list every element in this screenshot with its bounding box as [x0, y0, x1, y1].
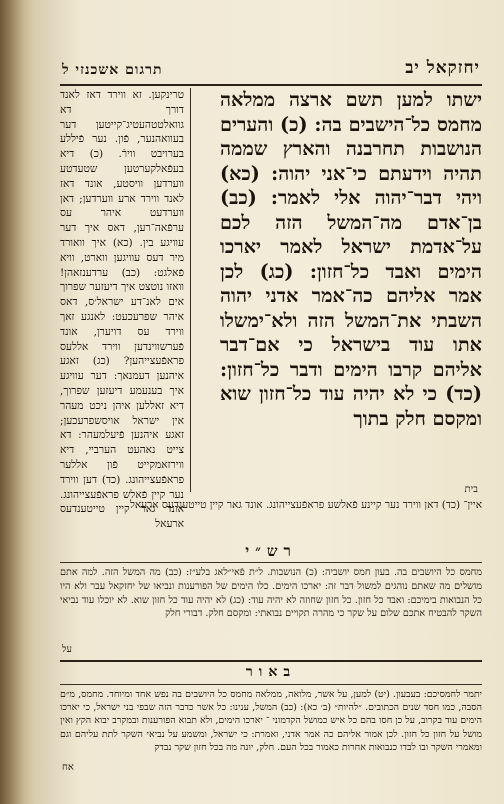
main-catchword: בית [464, 484, 478, 495]
biur-commentary: יתמר לחמסיכם: בעבעון. (יט) למען, על אשר, מלואה, ממלאה מחמס כל היושבים בה נפש אחד ומיוחד. מחמס, מ״ם הסבה, כמו חסד שנים הכתובים. ״להיות״ (ב׳ כא): (כב) המשל, ענינו: כל אשר כדבר הזה שבפי בני ישראל, כי יארכו הימים עוד בקרוב, על כן חסו בהם כל איש כמושל הקדמוני ־ יארכו הימים, ולא תבוא הפורענות ובמקרב יבוא הקץ ואין מושל על חזון כל חזון. לכן אמור אליהם כה אמר אדני, ואמרת: כי ישראל, ומשמע על נביאי השקר לתת עליהם וגם ומאמרי השקר ובו לבדו כנבואות אחרות כאמור בכל העם. חלק, יונה מה בכל חזון שקר נבדק [60, 689, 482, 753]
book-spine [0, 0, 34, 804]
rashi-catchword: על [62, 644, 72, 655]
rashi-rule [60, 562, 482, 563]
biur-catchword: אח [62, 762, 74, 773]
rashi-title: רש״י [245, 542, 297, 560]
german-translation-column: טרינקען. זא ווירד דאז לאנד דורך דא גוואלטטהעטיג־קייטען דער בעוואהנער, פֿון. נער פֿיללע בערויבט ווירֿ. (כ) דיא בעפֿאלקערטען שטעדטע ווערדען וויסטע, אונד דאז לאנד ווירד ארע ווערדען; דאן ווערדעט איהר עס ערפֿאה־רען, דאס איך דער עוויגע בין. (כא) איך וואורד מיר דעס עוויגען ווארט, וויא פֿאלגט: (כב) ערדענזאהן! וואזו נוטצט איך דיעזער שפרוך אים לאנ־דע ישראל׳ס, דאס איהר שפרעכעט: לאנגע זאך ווירד עס דויערן, אונד פֿערשווינדען ווירד אללעס פראפֿעצייהען? (כג) זאגע איהנען דעמנאך: דער עוויגע איך בענעמע דיעזען שפרוך, דיא זאללען איהן ניכט מעהר אין ישראל אויסשפרעכען; זאגע איהנען פֿיעלמעהר: דא צייט נאהעט הערבײ, דיא ווירזאמקייט פֿון אללער פראפֿעצייהונג. (כד) דען ווירד נער קיין פֿאלש פראפֿעצייהונג. אונד גאר קיין טייטענדעס ארעאל [60, 89, 184, 531]
biur-top-rule [60, 660, 482, 662]
translation-continuation: איין־ (כד) דאן ווירד נער קיינע פֿאלשע פראפֿעצייהונג. אונד גאר קיין טייטענדעס ארעאל [129, 499, 482, 511]
main-hebrew-text: ישתו למען תשם ארצה ממלאה מחמס כל־הישבים בה: (כ) והערים הנושבות תחרבנה והארץ שממה תהיה וידעתם כי־אני יהוה: (כא) ויהי דבר־יהוה אלי לאמר: (כב) בן־אדם מה־המשל הזה לכם על־אדמת ישראל לאמר יארכו הימים ואבד כל־חזון: (כג) לכן אמר אליהם כה־אמר אדני יהוה השבתי את־המשל הזה ולא־ימשלו אתו עוד בישראל כי אם־דבר אליהם קרבו הימים ודבר כל־חזון: (כד) כי לא יהיה עוד כל־חזון שוא ומקסם חלק בתוך [220, 88, 482, 430]
biur-title: באור [245, 664, 297, 680]
header-rule [60, 84, 482, 86]
running-header-book: יחזקאל יב [405, 58, 480, 78]
running-header-translation: תרגום אשכנזי ל [62, 62, 163, 78]
column-divider [190, 88, 191, 492]
biur-rule [60, 684, 482, 685]
rashi-commentary: מחמס כל היושבים בה. בעון חמס יושביה: (כ) הנושבות. ל״ת פֿאי״לאג בלע״ז: (כב) מה המשל הזה. למה אתם מושלים מה שאתם נוהגים למשול דבר זה: יארכו הימים. כלו הימים של הפורענות ונביאו של יחזקאל עבר ולא היו כל הנבואות בימיכם: ואבד כל חזון. כל חזון שחוזה לא יהיה עוד: (כג) לא יהיה עוד כל חזון שוא. לא יוכלו עוד נביאי השקר להבטיח אתכם שלום על שקר כי מהרה תקויים נבואתי: ומקסם חלק. דבורי חלק [60, 567, 482, 620]
